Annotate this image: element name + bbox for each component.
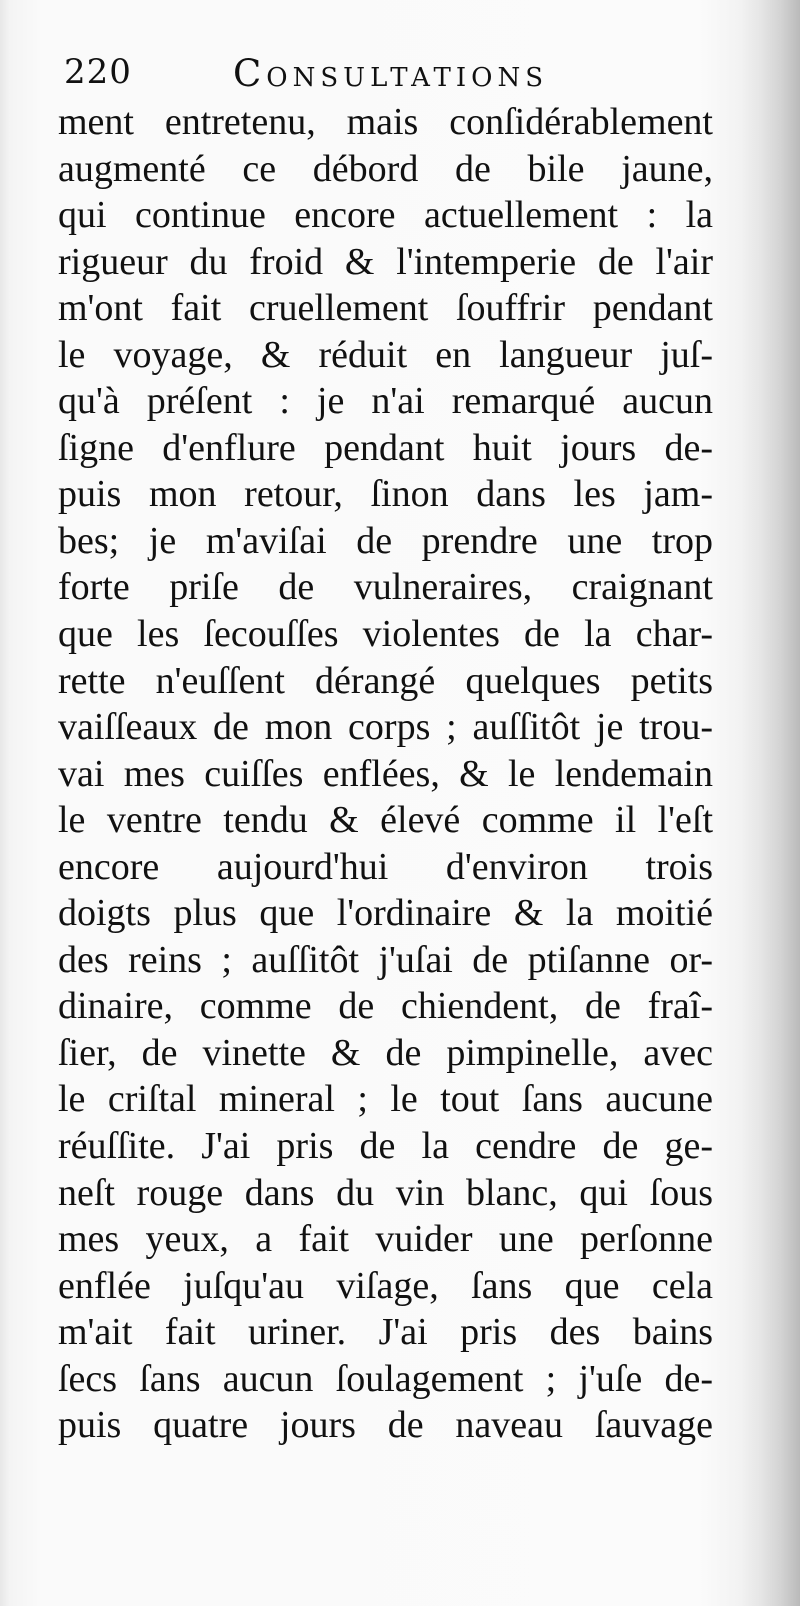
- text-line: ſecs ſans aucun ſoulagement ; j'uſe de-: [58, 1357, 713, 1400]
- text-line: des reins ; auſſitôt j'uſai de ptiſanne or-: [58, 938, 713, 981]
- page-number: 220: [64, 52, 132, 92]
- text-line: ſier, de vinette & de pimpinelle, avec: [58, 1031, 713, 1074]
- text-line: qui continue encore actuellement : la: [58, 194, 713, 237]
- text-line: encore aujourd'hui d'environ trois: [58, 845, 713, 888]
- text-line: doigts plus que l'ordinaire & la moitié: [58, 892, 713, 935]
- text-line: rigueur du froid & l'intemperie de l'air: [58, 240, 713, 283]
- body-text: [58, 99, 738, 1449]
- text-line: puis quatre jours de naveau ſauvage: [58, 1404, 713, 1447]
- text-line: m'ait fait uriner. J'ai pris des bains: [58, 1311, 713, 1354]
- text-line: ſigne d'enflure pendant huit jours de-: [58, 426, 713, 469]
- text-line: réuſſite. J'ai pris de la cendre de ge-: [58, 1125, 713, 1168]
- text-line: qu'à préſent : je n'ai remarqué aucun: [58, 380, 713, 423]
- text-line: ment entretenu, mais conſidérablement: [58, 101, 713, 143]
- text-line: le ventre tendu & élevé comme il l'eſt: [58, 799, 713, 842]
- text-line: dinaire, comme de chiendent, de fraî-: [58, 985, 713, 1028]
- text-line: enflée juſqu'au viſage, ſans que cela: [58, 1264, 713, 1307]
- text-line: vaiſſeaux de mon corps ; auſſitôt je trou-: [58, 706, 713, 749]
- text-line: augmenté ce débord de bile jaune,: [58, 147, 713, 190]
- text-line: le voyage, & réduit en langueur juſ-: [58, 333, 713, 376]
- text-line: bes; je m'aviſai de prendre une trop: [58, 519, 713, 562]
- text-line: rette n'euſſent dérangé quelques petits: [58, 659, 713, 702]
- text-line: m'ont fait cruellement ſouffrir pendant: [58, 287, 713, 330]
- text-line: puis mon retour, ſinon dans les jam-: [58, 473, 713, 516]
- text-line: forte priſe de vulneraires, craignant: [58, 566, 713, 609]
- text-line: vai mes cuiſſes enflées, & le lendemain: [58, 752, 713, 795]
- text-line: mes yeux, a fait vuider une perſonne: [58, 1218, 713, 1261]
- running-title: Consultations: [233, 52, 549, 95]
- text-line: que les ſecouſſes violentes de la char-: [58, 613, 713, 656]
- text-line: le criſtal mineral ; le tout ſans aucune: [58, 1078, 713, 1121]
- text-line: neſt rouge dans du vin blanc, qui ſous: [58, 1171, 713, 1214]
- page-header: [58, 52, 648, 102]
